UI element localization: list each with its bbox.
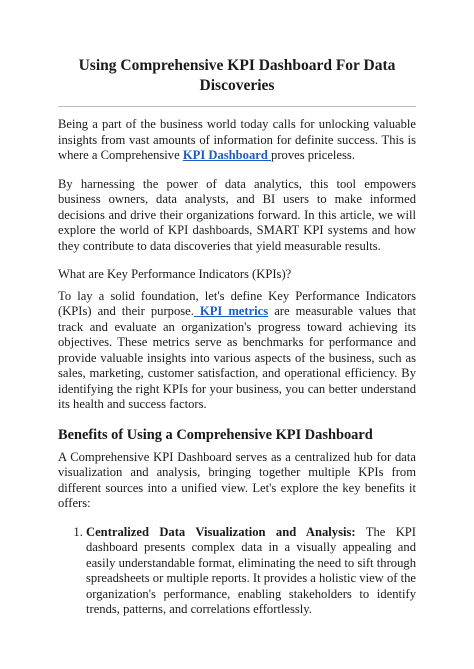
- kpi-def-text-after: are measurable values that track and evaluate an organization's progress toward achieving its objectives. These metrics serve as benchmarks for performance and provide valuable insights into various aspects of the business, such as sales, marketing, customer satisfaction, and operational efficiency. By identifying the right KPIs for your business, you can better understand its health and success factors.: [58, 304, 417, 411]
- benefits-intro-paragraph: A Comprehensive KPI Dashboard serves as a centralized hub for data visualization and analysis, bringing together multiple KPIs from different sources into a unified view. Let's explore the key benefits it offers:: [58, 449, 416, 510]
- kpi-subheading: What are Key Performance Indicators (KPIs)?: [58, 267, 292, 281]
- intro-text-after: proves priceless.: [271, 148, 355, 162]
- kpi-metrics-link[interactable]: KPI metrics: [193, 304, 269, 318]
- title-divider: [58, 106, 416, 107]
- kpi-dashboard-link[interactable]: KPI Dashboard: [182, 148, 272, 162]
- document-title: Using Comprehensive KPI Dashboard For Data Discoveries: [78, 57, 396, 94]
- benefits-list: [58, 525, 416, 618]
- list-item-text: The KPI dashboard presents complex data in a visually appealing and easily understandable format, eliminating the need to sift through spreadsheets or multiple reports. It provides a holistic view of the organization's performance, enabling stakeholders to identify trends, patterns, and correlations effortlessly.: [86, 524, 416, 616]
- intro-paragraph: [58, 117, 416, 164]
- intro-text-before: Being a part of the business world today calls for unlocking valuable insights from vast amounts of information for definite success. This is where a Comprehensive: [58, 117, 416, 162]
- benefits-heading: Benefits of Using a Comprehensive KPI Dashboard: [58, 426, 373, 443]
- list-item-lead: Centralized Data Visualization and Analysis:: [86, 524, 356, 539]
- kpi-def-text-before: To lay a solid foundation, let's define Key Performance Indicators (KPIs) and their purpose.: [58, 288, 416, 318]
- list-item: [86, 525, 416, 618]
- kpi-definition-paragraph: [58, 289, 416, 413]
- analytics-paragraph: By harnessing the power of data analytics, this tool empowers business owners, data analysts, and BI users to make informed decisions and drive their organizations forward. In this article, we will explore the world of KPI dashboards, SMART KPI systems and how they contribute to data discoveries that yield measurable results.: [58, 176, 416, 253]
